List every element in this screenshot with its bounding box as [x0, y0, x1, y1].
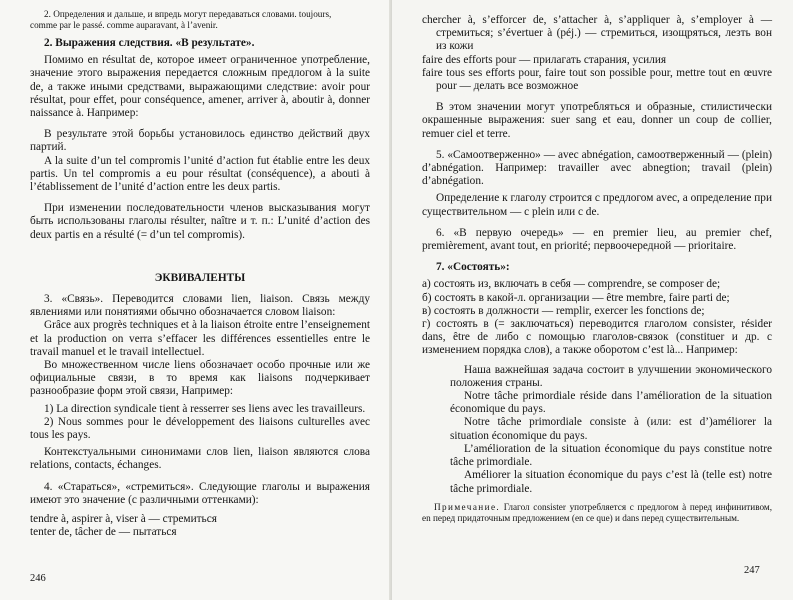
section-4-line-1: tendre à, aspirer à, viser à — стремиться: [30, 513, 217, 526]
section-7-item-a: а) состоять из, включать в себя — comprendre, se composer de;: [422, 278, 721, 291]
figurative-paragraph: В этом значении могут употребляться и образные, стилистически окрашенные выражения: suer sang et eau, donner un coup de collier, remuer ciel et terre.: [422, 101, 772, 140]
right-page: [392, 0, 793, 600]
left-column: [30, 9, 370, 540]
section-3-paragraph: 3. «Связь». Переводится словами lien, liaison. Связь между явлениями или понятиями обычно обозначается словом liaison:: [30, 293, 370, 319]
page-number-right: 247: [744, 565, 760, 576]
remark: [422, 502, 772, 524]
section-2-example-ru: В результате этой борьбы установилось единство действий двух партий.: [30, 128, 370, 154]
section-2-example-fr: A la suite d’un tel compromis l’unité d’action fut établie entre les deux partis. Un tel compromis a eu pour résultat (conséquence), a abouti à l’établissement de l’unité d’action entre les deux partis.: [30, 154, 370, 194]
section-3-example: Grâce aux progrès techniques et à la liaison étroite entre l’enseignement et la production on verra s’effacer les différences essentielles entre le travail manuel et le travail intellectuel.: [30, 319, 370, 358]
section-4-paragraph: 4. «Стараться», «стремиться». Следующие глаголы и выражения имеют это значение (с различными оттенками):: [30, 480, 370, 506]
section-6-paragraph: 6. «В первую очередь» — en premier lieu, au premier chef, premièrement, avant tout, en priorité; первоочередной — prioritaire.: [422, 226, 772, 253]
section-3-paragraph-3: Контекстуальными синонимами слов lien, liaison являются слова relations, contacts, échanges.: [30, 446, 370, 472]
section-7-heading: 7. «Состоять»:: [436, 261, 510, 274]
section-7-item-v: в) состоять в должности — remplir, exercer les fonctions de;: [422, 304, 705, 317]
section-2-paragraph-2: При изменении последовательности членов высказывания могут быть использованы глаголы résulter, naître и т. п.: L’unité d’action des deux partis en a résulté (= d’un tel compromis).: [30, 202, 370, 241]
section-2-paragraph: Помимо en résultat de, которое имеет ограниченное употребление, значение этого выражения передается сложным предлогом à la suite de, а также иными средствами, выражающими следствие: avoir pour résultat, pour effet, pour conséquence, amener, arriver à, aboutir à, donner naissance à. Например:: [30, 54, 370, 120]
section-4-line-2: tenter de, tâcher de — пытаться: [30, 526, 177, 539]
section-7-example-5: Améliorer la situation économique du pays c’est là (telle est) notre tâche primordiale.: [450, 469, 772, 495]
page-number-left: 246: [30, 573, 46, 584]
section-3-item-1: 1) La direction syndicale tient à resserrer ses liens avec les travailleurs.: [44, 402, 366, 415]
section-3-paragraph-2: Во множественном числе liens обозначает особо прочные или же официальные связи, в то время как liaisons подчеркивает разнообразие форм этой связи, Например:: [30, 359, 370, 398]
right-column: [422, 14, 772, 524]
section-7-example-4: L’amélioration de la situation économique du pays constitue notre tâche primordiale.: [450, 442, 772, 469]
section-5-paragraph-2: Определение к глаголу строится с предлогом avec, а определение при существительном — с plein или с de.: [422, 192, 772, 218]
verbs-line-3: faire tous ses efforts pour, faire tout son possible pour, mettre tout en œuvre pour — делать все возможное: [422, 66, 772, 93]
section-7-example-2: Notre tâche primordiale réside dans l’amélioration de la situation économique du pays.: [450, 390, 772, 416]
section-2-heading: 2. Выражения следствия. «В результате».: [44, 37, 255, 49]
section-7-example-1: Наша важнейшая задача состоит в улучшении экономического положения страны.: [450, 363, 772, 389]
section-3-item-2: 2) Nous sommes pour le développement des liaisons culturelles avec tous les pays.: [30, 415, 370, 442]
section-7-item-b: б) состоять в какой-л. организации — être membre, faire parti de;: [422, 291, 730, 304]
equivalents-heading: ЭКВИВАЛЕНТЫ: [154, 271, 246, 284]
verbs-line-2: faire des efforts pour — прилагать старания, усилия: [422, 53, 667, 66]
remark-label: Примечание.: [434, 501, 501, 512]
section-7-item-g: г) состоять в (= заключаться) переводится глаголом consister, résider dans, être de либо с помощью глаголов-связок (constituer и др. с изменением порядка слов), а также оборотом c’est là... Например:: [422, 318, 772, 357]
remark-text: Глагол consister употребляется с предлогом à перед инфинитивом, en перед придаточным предложением (en ce que) и dans перед существительным.: [422, 501, 773, 523]
section-5-paragraph: 5. «Самоотверженно» — avec abnégation, самоотверженный — (plein) d’abnégation. Например: travailler avec abnegtion; travail (plein) d’abnégation.: [422, 148, 772, 188]
footnote-line-1: 2. Определения и дальше, и впредь могут передаваться словами. toujours,: [44, 9, 332, 19]
section-7-example-3: Notre tâche primordiale consiste à (или: est d’)améliorer la situation économique du pays.: [450, 416, 772, 442]
footnote-line-2: comme par le passé. comme auparavant, à l’avenir.: [30, 20, 218, 30]
verbs-line-1: chercher à, s’efforcer de, s’attacher à, s’appliquer à, s’employer à — стремиться; s’évertuer à (péj.) — стремиться, изощряться, лезть вон из кожи: [422, 14, 772, 53]
left-page: [0, 0, 392, 600]
